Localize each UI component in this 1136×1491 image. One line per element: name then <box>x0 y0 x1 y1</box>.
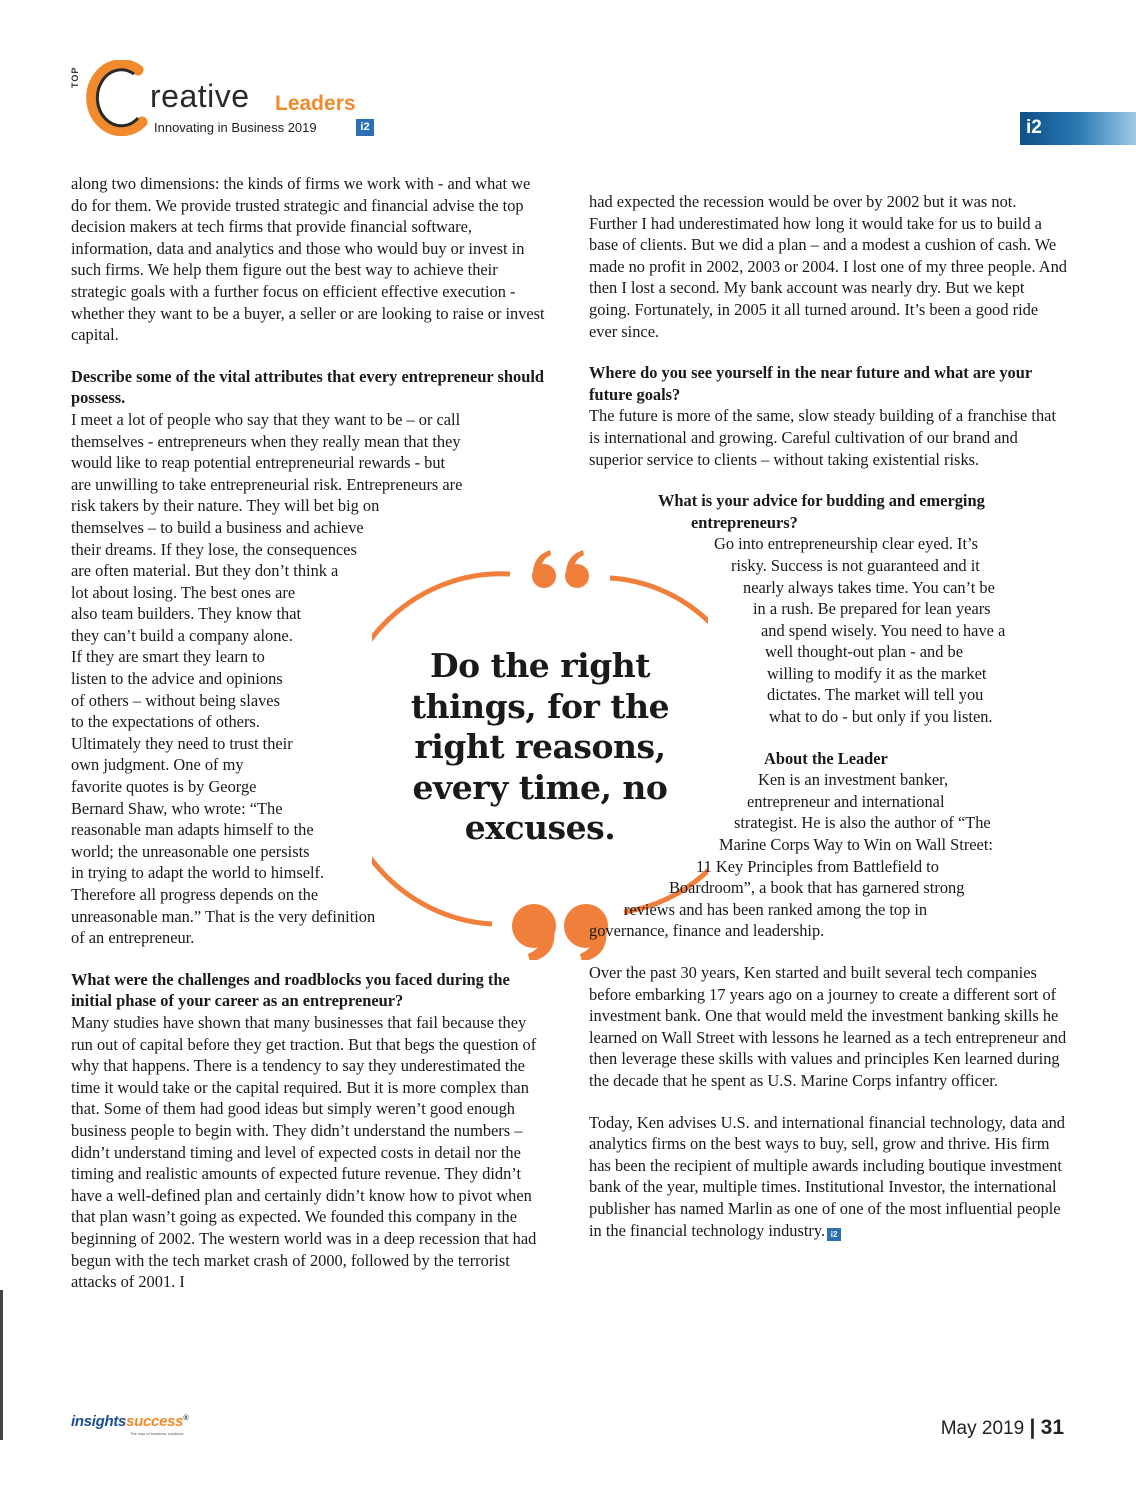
answer-line: and spend wisely. You need to have a <box>761 620 1006 640</box>
answer-line: also team builders. They know that <box>71 604 302 624</box>
insights-success-logo <box>71 1413 188 1430</box>
answer-line: are unwilling to take entrepreneurial risk. Entrepreneurs are <box>71 474 463 494</box>
question-attributes: Describe some of the vital attributes that every entrepreneur should possess. <box>71 366 544 408</box>
end-mark-icon: i2 <box>827 1228 841 1241</box>
question-line: What is your advice for budding and emerging <box>658 491 985 511</box>
answer-line: in trying to adapt the world to himself. <box>71 863 325 883</box>
answer-line: If they are smart they learn to <box>71 647 265 667</box>
about-line: reviews and has been ranked among the top in <box>624 899 928 919</box>
page-edge-divider <box>0 1290 3 1440</box>
answer-line: listen to the advice and opinions <box>71 669 283 689</box>
top-label: TOP <box>70 66 80 88</box>
answer-line: Go into entrepreneurship clear eyed. It’s <box>714 534 978 554</box>
logo-tagline: The way of business solutions <box>130 1431 184 1436</box>
creative-initial: C <box>82 60 83 61</box>
answer-line: Bernard Shaw, who wrote: “The <box>71 798 283 818</box>
answer-line: in a rush. Be prepared for lean years <box>753 599 991 619</box>
answer-line: I meet a lot of people who say that they want to be – or call <box>71 409 461 429</box>
answer-line: their dreams. If they lose, the consequences <box>71 539 357 559</box>
about-heading: About the Leader <box>764 748 888 768</box>
answer-line: they can’t build a company alone. <box>71 625 293 645</box>
question-future: Where do you see yourself in the near future and what are your future goals? <box>589 363 1032 404</box>
subtitle: Innovating in Business 2019 <box>154 120 317 135</box>
about-line: Ken is an investment banker, <box>758 770 949 790</box>
tab-i2-logo: i2 <box>1026 117 1042 138</box>
paragraph-today <box>589 1112 1067 1242</box>
open-quote-icon <box>532 550 589 588</box>
right-paragraph-continued: had expected the recession would be over by 2002 but it was not. Further I had underestimated how long it would take for us to build a base of clients. But we did a plan – and a modest a cushion of cash. We made no profit in 2002, 2003 or 2004. I lost one of my three people. And then I lost a second. My bank account was nearly dry. But we kept going. Fortunately, in 2005 it all turned around. It’s been a good ride ever since. <box>589 192 1067 341</box>
logo-success-text: success <box>126 1413 184 1430</box>
answer-line: Ultimately they need to trust their <box>71 733 293 753</box>
answer-line: lot about losing. The best ones are <box>71 582 296 602</box>
answer-line: to the expectations of others. <box>71 712 260 732</box>
answer-line: willing to modify it as the market <box>767 663 987 683</box>
logo-registered-mark: ® <box>183 1415 189 1422</box>
answer-advice <box>589 533 1067 727</box>
page-footer-info <box>941 1416 1064 1440</box>
about-line: entrepreneur and international <box>747 791 945 811</box>
answer-line: favorite quotes is by George <box>71 777 257 797</box>
question-line: entrepreneurs? <box>691 512 798 532</box>
answer-line: dictates. The market will tell you <box>767 685 984 705</box>
logo-insights-text: insights <box>71 1413 127 1430</box>
about-line: Marine Corps Way to Win on Wall Street: <box>719 835 993 855</box>
answer-line: well thought-out plan - and be <box>765 642 964 662</box>
answer-line: world; the unreasonable one persists <box>71 841 310 861</box>
answer-line: reasonable man adapts himself to the <box>71 820 314 840</box>
answer-line: risk takers by their nature. They will bet big on <box>71 496 380 516</box>
answer-line: Therefore all progress depends on the <box>71 885 319 904</box>
about-line: governance, finance and leadership. <box>589 921 825 941</box>
about-line: 11 Key Principles from Battlefield to <box>696 856 939 876</box>
pullquote-text: Do the right things, for the right reasons, every time, no excuses. <box>410 646 670 847</box>
answer-line: themselves – to build a business and achieve <box>71 517 364 537</box>
answer-line: themselves - entrepreneurs when they really mean that they <box>71 431 461 451</box>
i2-badge: i2 <box>356 119 374 136</box>
question-challenges: What were the challenges and roadblocks you faced during the initial phase of your career as an entrepreneur? <box>71 969 510 1011</box>
title-accent: Leaders <box>275 92 356 115</box>
paragraph-today-text: Today, Ken advises U.S. and international financial technology, data and analytics firms on the best ways to buy, sell, grow and thrive. His firm has been the recipient of multiple awards including boutique investment bank of the year, multiple times. Institutional Investor, the international publisher has named Marlin as one of one of the most influential people in the financial technology industry. <box>589 1112 1066 1240</box>
answer-challenges: Many studies have shown that many businesses that fail because they run out of capital before they get traction. But that begs the question of why that happens. There is a tendency to say they underestimated the time it would take or the capital required. But it is more complex than that. Some of them had good ideas but simply weren’t good enough business people to begin with. They didn’t understand the numbers – didn’t understand timing and level of expected costs in detail nor the timing and realistic amounts of expected future revenue. They didn’t have a well-defined plan and certainly didn’t know how to pivot when that plan wasn’t going as expected. We founded this company in the beginning of 2002. The western world was in a deep recession that had begun with the tech market crash of 2000, followed by the terrorist attacks of 2001. I <box>71 1012 537 1292</box>
answer-line: own judgment. One of my <box>71 755 244 775</box>
creative-c-logo-icon <box>82 60 148 136</box>
about-line: strategist. He is also the author of “The <box>734 813 991 833</box>
right-column <box>589 191 1067 1241</box>
answer-future: The future is more of the same, slow steady building of a franchise that is international and growing. Careful cultivation of our brand and superior service to clients – without taking existential risks. <box>589 406 1056 469</box>
answer-line: what to do - but only if you listen. <box>769 707 993 727</box>
answer-line: risky. Success is not guaranteed and it <box>731 555 980 575</box>
footer-separator: | <box>1029 1416 1036 1439</box>
page-number: 31 <box>1040 1416 1064 1439</box>
left-paragraph-intro: along two dimensions: the kinds of firms we work with - and what we do for them. We provide trusted strategic and financial advise the top decision makers at tech firms that provide financial software, information, data and analytics and those who would buy or invest in such firms. We help them figure out the best way to achieve their strategic goals with a further focus on efficient effective execution - whether they want to be a buyer, a seller or are looking to raise or invest capital. <box>71 174 545 345</box>
answer-line: of others – without being slaves <box>71 690 280 710</box>
title-rest: reative <box>150 78 250 114</box>
paragraph-past-30-years: Over the past 30 years, Ken started and built several tech companies before embarking 17 years ago on a journey to create a different sort of investment bank. One that would meld the investment banking skills he learned on Wall Street with lessons he learned as a tech entrepreneur and then leverage these skills with values and principles Ken learned during the decade that he spent as U.S. Marine Corps infantry officer. <box>589 963 1067 1090</box>
answer-line: are often material. But they don’t think a <box>71 561 339 581</box>
answer-line: would like to reap potential entrepreneurial rewards - but <box>71 453 446 473</box>
answer-line: of an entrepreneur. <box>71 928 195 948</box>
about-text <box>589 769 1067 942</box>
answer-line: nearly always takes time. You can’t be <box>743 577 995 597</box>
answer-line: unreasonable man.” That is the very definition <box>71 906 376 926</box>
issue-date: May 2019 <box>940 1418 1025 1439</box>
about-line: Boardroom”, a book that has garnered strong <box>669 878 965 898</box>
question-advice <box>589 490 1067 533</box>
